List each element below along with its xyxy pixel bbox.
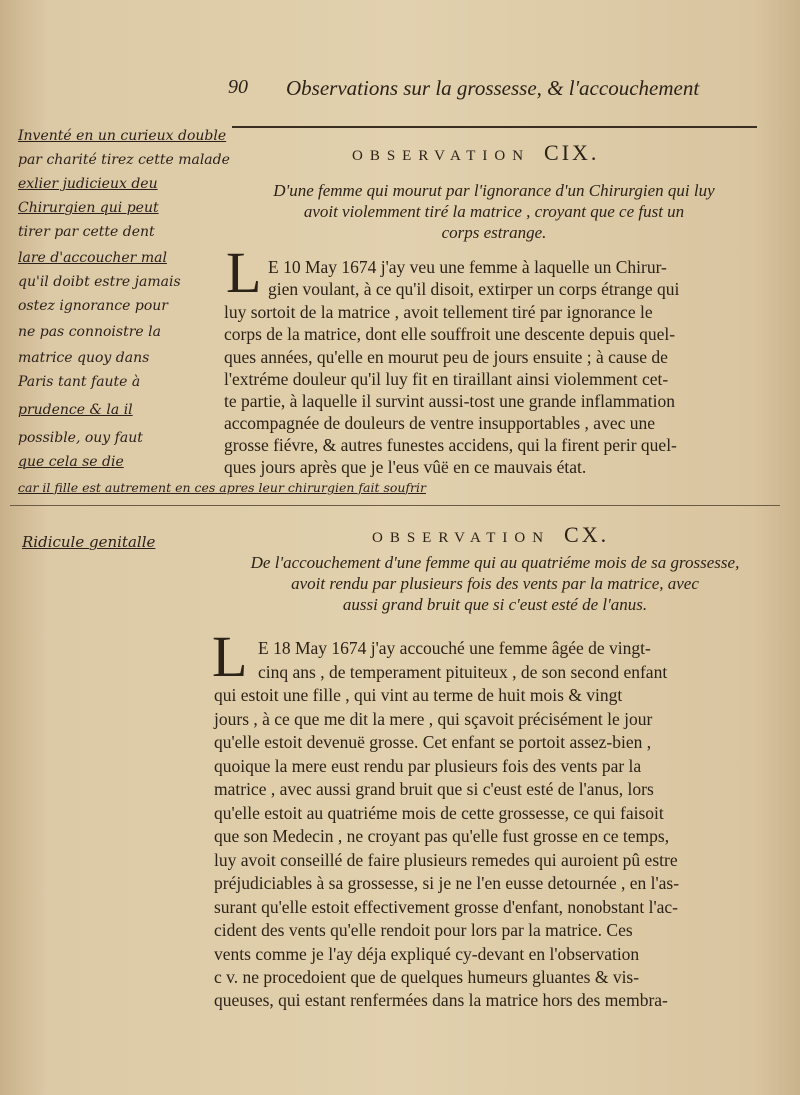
obs-cx-number: CX. [564,522,610,547]
obs-cix-dropcap: L [226,240,262,305]
margin-note: car il fille est autrement en ces apres leur chirurgien fait soufrir [18,480,427,495]
obs-cx-body-line: c v. ne procedoient que de quelques humeurs gluantes & vis- [214,967,640,987]
obs-cix-body-line: grosse fiévre, & autres funestes accidens, qui la firent perir quel- [224,435,677,455]
page-number: 90 [228,76,248,98]
obs-cix-body-line: luy sortoit de la matrice , avoit tellement tiré par ignorance le [224,302,653,322]
obs-cix-subtitle-line: corps estrange. [441,223,547,242]
obs-cx-subtitle-line: avoit rendu par plusieurs fois des vents par la matrice, avec [291,574,699,593]
margin-note: Ridicule genitalle [22,533,156,551]
obs-cx-body-line: E 18 May 1674 j'ay accouché une femme âgée de vingt- [258,638,651,658]
obs-cx-body-line: que son Medecin , ne croyant pas qu'elle fust grosse en ce temps, [214,826,670,846]
obs-cix-heading [352,140,599,166]
obs-cx-subtitle-line: aussi grand bruit que si c'eust esté de l'anus. [342,595,648,614]
running-title: Observations sur la grossesse, & l'accouchement [286,76,700,100]
obs-cx-body-line: qu'elle estoit devenuë grosse. Cet enfant se portoit assez-bien , [214,732,652,752]
obs-cx-body-line: qu'elle estoit au quatriéme mois de cette grossesse, ce qui faisoit [214,803,664,823]
margin-note: que cela se die [18,454,124,470]
obs-cx-body-line: matrice , avec aussi grand bruit que si c'eust esté de l'anus, lors [214,779,654,799]
obs-cix-subtitle [224,180,764,243]
obs-cx-body-line: quoique la mere eust rendu par plusieurs fois des vents par la [214,756,642,776]
margin-note: Inventé en un curieux double [18,128,227,144]
header-rule [232,126,757,128]
obs-cx-body-line: jours , à ce que me dit la mere , qui sçavoit précisément le jour [214,709,653,729]
obs-cix-body-line: accompagnée de douleurs de ventre insupportables , avec une [224,413,656,433]
obs-cix-body-line: corps de la matrice, dont elle souffroit une descente depuis quel- [224,324,676,344]
obs-cix-label: OBSERVATION [352,148,531,164]
margin-note: lare d'accoucher mal [18,250,167,266]
obs-cx-heading [372,522,609,548]
obs-cx-body-line: surant qu'elle estoit effectivement grosse d'enfant, nonobstant l'ac- [214,897,678,917]
margin-note: Chirurgien qui peut [18,200,159,216]
margin-note: tirer par cette dent [18,224,155,240]
obs-cix-body-line: gien voulant, à ce qu'il disoit, extirper un corps étrange qui [268,279,680,299]
margin-note: Paris tant faute à [18,374,141,390]
margin-note: exlier judicieux deu [18,176,158,192]
obs-cix-body-line: l'extréme douleur qu'il luy fit en tiraillant ainsi violemment cet- [224,369,669,389]
obs-cx-body-line: préjudiciables à sa grossesse, si je ne l'en eusse detournée , en l'as- [214,873,680,893]
obs-cx-dropcap: L [212,624,248,689]
obs-cx-body-line: vents comme je l'ay déja expliqué cy-devant en l'observation [214,944,640,964]
obs-cx-label: OBSERVATION [372,530,551,546]
margin-note: prudence & la il [18,402,133,418]
obs-cix-body-line: ques jours après que je l'eus vûë en ce mauvais état. [224,457,587,477]
obs-cx-subtitle-line: De l'accouchement d'une femme qui au quatriéme mois de sa grossesse, [250,553,740,572]
obs-cix-body-line: ques années, qu'elle en mourut peu de jours ensuite ; à cause de [224,347,668,367]
margin-note: matrice quoy dans [18,350,150,366]
obs-cx-body-line: cinq ans , de temperament pituiteux , de son second enfant [258,662,668,682]
section-rule [10,505,780,506]
margin-note: qu'il doibt estre jamais [18,274,181,290]
obs-cx-subtitle [214,552,776,615]
obs-cix-subtitle-line: avoit violemment tiré la matrice , croyant que ce fust un [303,202,685,221]
margin-note: par charité tirez cette malade [18,152,230,168]
running-header [228,72,748,108]
obs-cix-subtitle-line: D'une femme qui mourut par l'ignorance d'un Chirurgien qui luy [273,181,715,200]
obs-cx-body-line: qui estoit une fille , qui vint au terme de huit mois & vingt [214,685,623,705]
obs-cx-body-line: queuses, qui estant renfermées dans la matrice hors des membra- [214,990,668,1010]
obs-cx-body-line: luy avoit conseillé de faire plusieurs remedes qui auroient pû estre [214,850,678,870]
obs-cix-number: CIX. [544,140,600,165]
margin-note: ne pas connoistre la [18,324,161,340]
obs-cix-body-line: E 10 May 1674 j'ay veu une femme à laquelle un Chirur- [268,257,667,277]
obs-cix-body-line: te partie, à laquelle il survint aussi-tost une grande inflammation [224,391,675,411]
margin-note: ostez ignorance pour [18,298,168,314]
obs-cx-body-line: cident des vents qu'elle rendoit pour lors par la matrice. Ces [214,920,633,940]
margin-note: possible, ouy faut [18,430,143,446]
